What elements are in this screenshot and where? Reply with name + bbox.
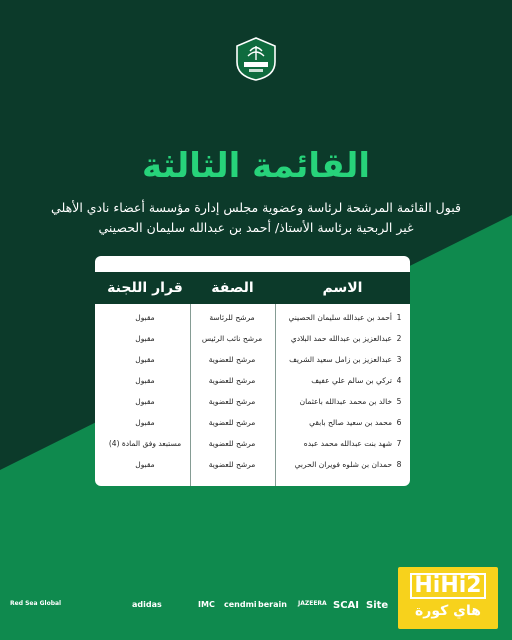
candidate-role: مرشح للرئاسة: [209, 313, 255, 322]
sponsor-logo: IMC: [198, 600, 215, 609]
sponsor-logo: adidas: [132, 600, 162, 609]
header-name: الاسم: [322, 280, 363, 296]
candidate-name: عبدالعزيز بن عبدالله حمد البلادي: [290, 334, 392, 343]
sponsor-logo: Red Sea Global: [10, 600, 62, 607]
candidate-role: مرشح للعضوية: [208, 376, 256, 385]
row-number: 3: [396, 355, 402, 364]
sponsor-logo: Site: [366, 600, 389, 611]
table-row: [95, 455, 410, 475]
watermark-subtitle: هاي كورة: [415, 603, 481, 619]
announcement-text: [40, 198, 472, 238]
row-number: 2: [396, 334, 402, 343]
sponsor-logo: berain: [258, 600, 287, 609]
committee-decision: مقبول: [135, 334, 155, 343]
committee-decision: مقبول: [135, 418, 155, 427]
sponsor-logo: SCAI: [333, 600, 360, 611]
candidate-name: حمدان بن شلوه فويران الحربي: [294, 460, 392, 469]
candidate-name: خالد بن محمد عبدالله باعثمان: [299, 397, 392, 406]
page-title: القائمة الثالثة: [141, 146, 370, 186]
candidate-role: مرشح للعضوية: [208, 460, 256, 469]
candidate-name: عبدالعزيز بن زامل سعيد الشريف: [289, 355, 392, 364]
candidate-role: مرشح للعضوية: [208, 439, 256, 448]
candidate-name: تركي بن سالم علي عفيف: [311, 376, 392, 385]
committee-decision: مقبول: [135, 313, 155, 322]
table-row: [95, 308, 410, 328]
announcement-line: غير الربحية برئاسة الأستاذ/ أحمد بن عبدالله سليمان الحصيني: [98, 220, 414, 235]
candidate-role: مرشح للعضوية: [208, 418, 256, 427]
club-logo: [233, 36, 279, 82]
row-number: 6: [396, 418, 402, 427]
table-row: [95, 413, 410, 433]
table-header: [95, 272, 410, 304]
candidate-role: مرشح للعضوية: [208, 355, 256, 364]
committee-decision: مقبول: [135, 460, 155, 469]
committee-decision: مقبول: [135, 397, 155, 406]
header-decision: قرار اللجنة: [107, 280, 183, 296]
candidate-role: مرشح نائب الرئيس: [201, 334, 263, 343]
table-row: [95, 371, 410, 391]
committee-decision: مقبول: [135, 376, 155, 385]
announcement-line: قبول القائمة المرشحة لرئاسة وعضوية مجلس إدارة مؤسسة أعضاء نادي الأهلي: [51, 200, 461, 215]
candidate-name: أحمد بن عبدالله سليمان الحصيني: [288, 313, 392, 322]
watermark-badge: [398, 567, 498, 629]
committee-decision: مقبول: [135, 355, 155, 364]
watermark-brand: HiHi2: [410, 573, 485, 599]
row-number: 7: [396, 439, 402, 448]
row-number: 5: [396, 397, 402, 406]
candidate-role: مرشح للعضوية: [208, 397, 256, 406]
row-number: 1: [396, 313, 402, 322]
committee-decision: مستبعد وفق المادة (4): [108, 439, 182, 448]
sponsor-logo: cendmi: [224, 600, 257, 609]
row-number: 8: [396, 460, 402, 469]
candidate-name: شهد بنت عبدالله محمد عبده: [303, 439, 392, 448]
table-row: [95, 350, 410, 370]
table-row: [95, 329, 410, 349]
candidate-name: محمد بن سعيد صالح بابقي: [309, 418, 392, 427]
header-role: الصفة: [211, 280, 254, 296]
table-row: [95, 392, 410, 412]
table-row: [95, 434, 410, 454]
sponsor-logo: JAZEERA: [298, 600, 327, 607]
row-number: 4: [396, 376, 402, 385]
candidates-table: [95, 256, 410, 486]
